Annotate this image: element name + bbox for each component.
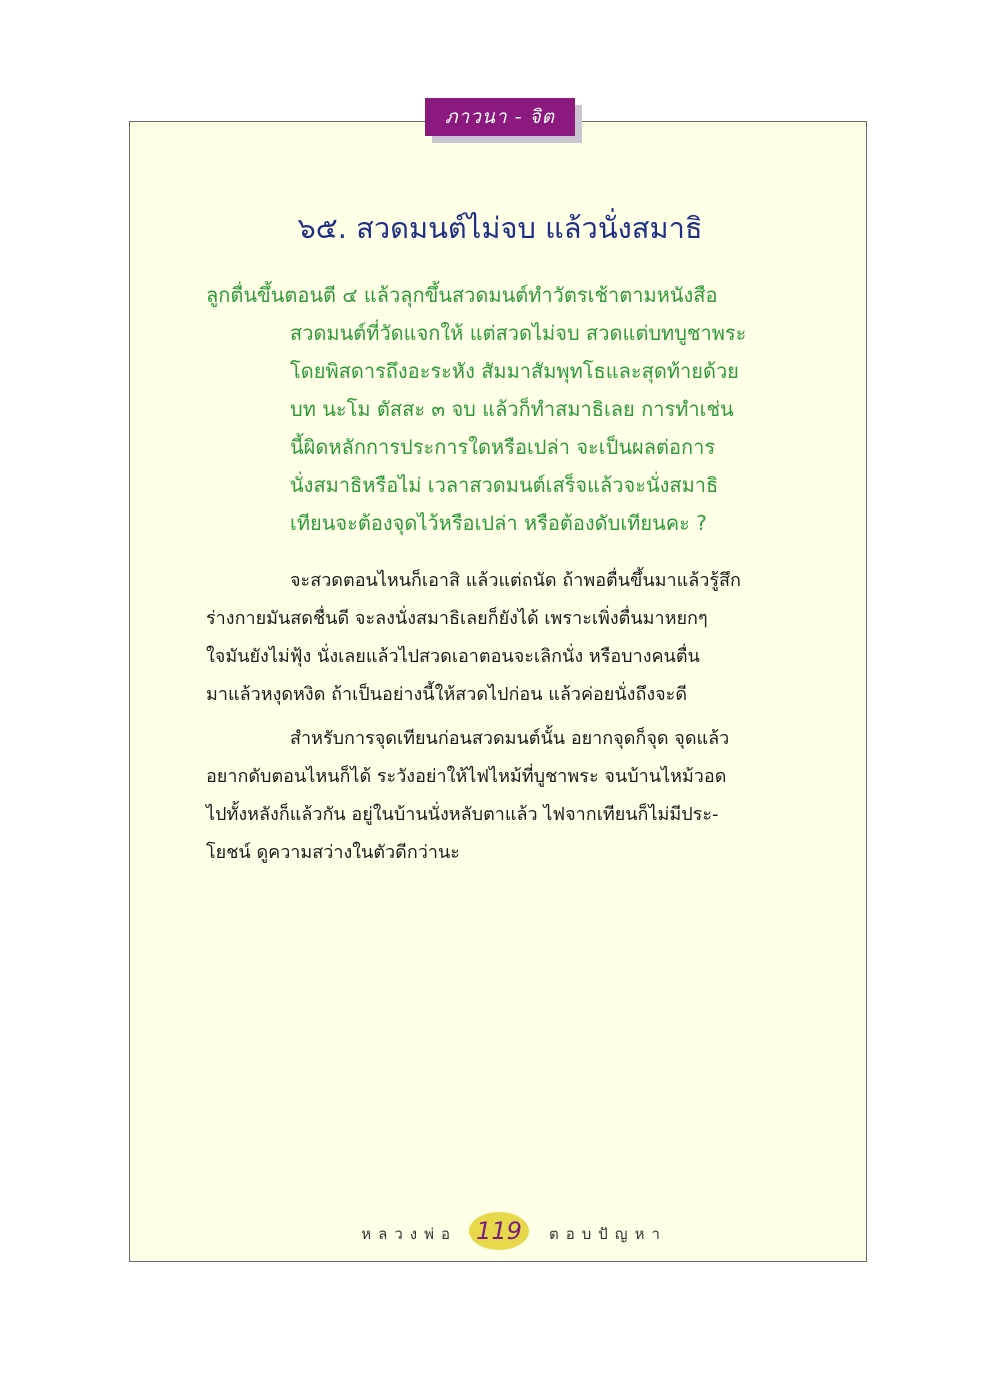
- question-line: นี้ผิดหลักการประการใดหรือเปล่า จะเป็นผลต่อการ: [290, 435, 716, 459]
- answer-line: ร่างกายมันสดชื่นดี จะลงนั่งสมาธิเลยก็ยังได้ เพราะเพิ่งตื่นมาหยกๆ: [206, 608, 708, 629]
- answer-line: มาแล้วหงุดหงิด ถ้าเป็นอย่างนี้ให้สวดไปก่อน แล้วค่อยนั่งถึงจะดี: [206, 684, 688, 705]
- question-line: เทียนจะต้องจุดไว้หรือเปล่า หรือต้องดับเทียนคะ ?: [290, 511, 707, 535]
- answer-line: สำหรับการจุดเทียนก่อนสวดมนต์นั้น อยากจุดก็จุด จุดแล้ว: [290, 728, 730, 749]
- answer-line: อยากดับตอนไหนก็ได้ ระวังอย่าให้ไฟไหม้ที่บูชาพระ จนบ้านไหม้วอด: [206, 766, 727, 787]
- chapter-title: ๖๕. สวดมนต์ไม่จบ แล้วนั่งสมาธิ: [297, 211, 703, 245]
- question-line: บท นะโม ตัสสะ ๓ จบ แล้วก็ทำสมาธิเลย การทำเช่น: [290, 397, 734, 421]
- footer-book-title-left: หลวงพ่อ: [361, 1225, 457, 1243]
- question-line: สวดมนต์ที่วัดแจกให้ แต่สวดไม่จบ สวดแต่บทบูชาพระ: [290, 321, 747, 345]
- question-block: [206, 276, 806, 542]
- question-line: โดยพิสดารถึงอะระหัง สัมมาสัมพุทโธและสุดท้ายด้วย: [290, 359, 739, 383]
- question-line: ลูกตื่นขึ้นตอนตี ๔ แล้วลุกขึ้นสวดมนต์ทำวัตรเช้าตามหนังสือ: [206, 283, 718, 307]
- answer-line: โยชน์ ดูความสว่างในตัวดีกว่านะ: [206, 842, 460, 863]
- page-footer: [129, 1212, 867, 1256]
- answer-line: ไปทั้งหลังก็แล้วกัน อยู่ในบ้านนั่งหลับตาแล้ว ไฟจากเทียนก็ไม่มีประ-: [206, 804, 719, 825]
- page-number-badge: 119: [469, 1212, 529, 1250]
- answer-line: ใจมันยังไม่ฟุ้ง นั่งเลยแล้วไปสวดเอาตอนจะเลิกนั่ง หรือบางคนตื่น: [206, 646, 700, 667]
- section-tab: ภาวนา - จิต: [425, 98, 575, 136]
- footer-book-title-right: ตอบปัญหา: [549, 1225, 667, 1243]
- question-line: นั่งสมาธิหรือไม่ เวลาสวดมนต์เสร็จแล้วจะนั่งสมาธิ: [290, 473, 719, 497]
- answer-paragraph-2: [206, 720, 806, 872]
- answer-paragraph-1: [206, 562, 806, 714]
- answer-line: จะสวดตอนไหนก็เอาสิ แล้วแต่ถนัด ถ้าพอตื่นขึ้นมาแล้วรู้สึก: [290, 570, 741, 591]
